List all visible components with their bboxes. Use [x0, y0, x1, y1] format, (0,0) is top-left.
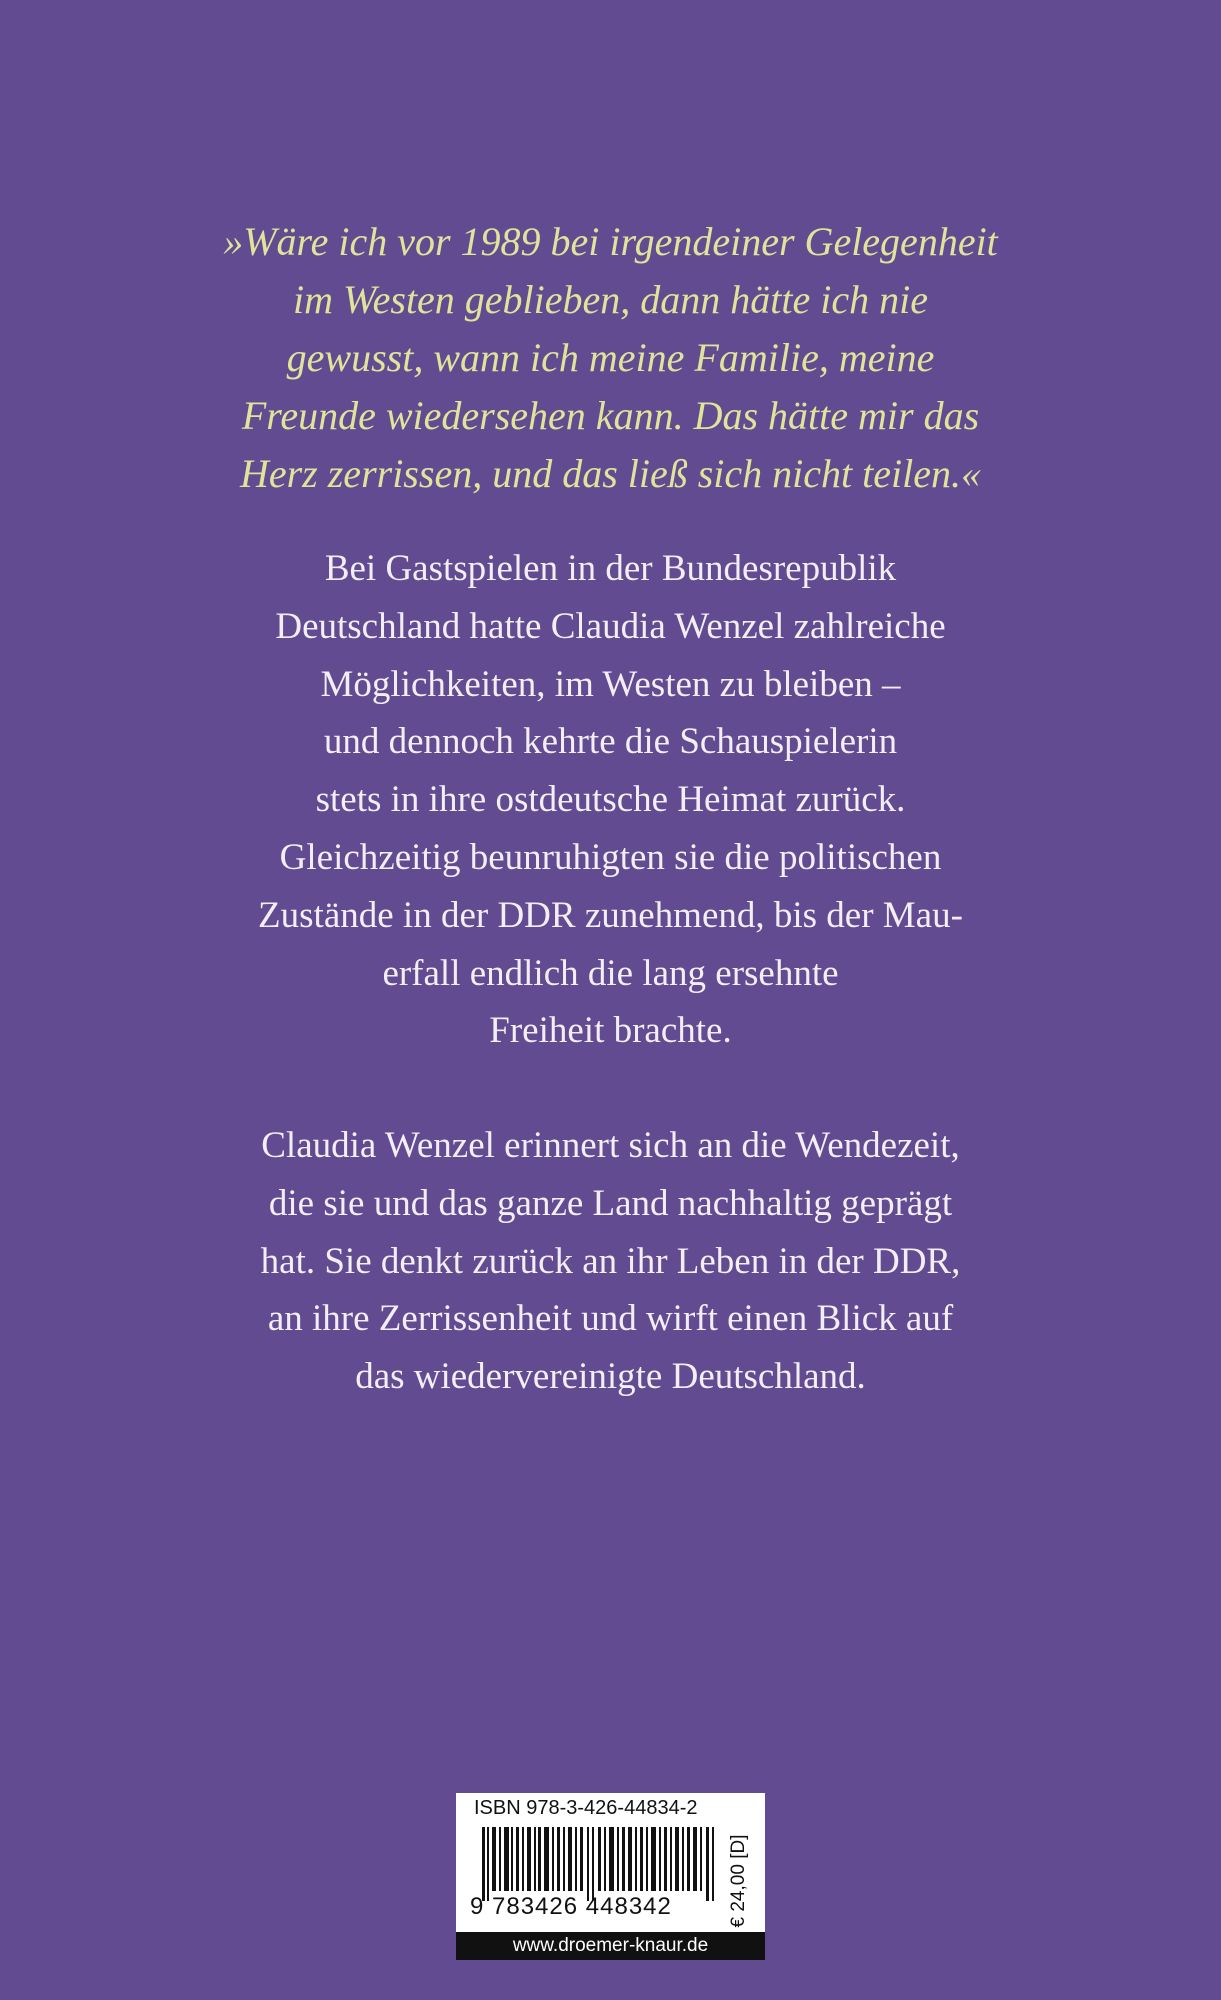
paragraph-line: und dennoch kehrte die Schauspielerin	[323, 721, 898, 763]
paragraph-line: das wiedervereinigte Deutschland.	[355, 1356, 866, 1398]
quote-line: »Wäre ich vor 1989 bei irgendeiner Gelegenheit	[223, 219, 998, 264]
paragraph-line: hat. Sie denkt zurück an ihr Leben in der DDR,	[260, 1240, 961, 1282]
paragraph-line: Claudia Wenzel erinnert sich an die Wendezeit,	[261, 1125, 960, 1166]
paragraph-line: die sie und das ganze Land nachhaltig geprägt	[268, 1182, 953, 1224]
paragraph-line: Zustände in der DDR zunehmend, bis der Mau-	[258, 894, 963, 936]
description-paragraph-1	[150, 540, 1071, 1060]
quote-line: im Westen geblieben, dann hätte ich nie	[292, 277, 929, 322]
price-label: € 24,00 [D]	[728, 1834, 749, 1928]
paragraph-line: Freiheit brachte.	[489, 1010, 732, 1052]
description-paragraph-2	[150, 1117, 1071, 1406]
isbn-label: ISBN 978-3-426-44834-2	[474, 1797, 698, 1819]
quote-line: gewusst, wann ich meine Familie, meine	[286, 335, 935, 380]
publisher-website: www.droemer-knaur.de	[456, 1932, 765, 1960]
barcode-digits: 9 783426 448342	[470, 1893, 672, 1920]
paragraph-line: erfall endlich die lang ersehnte	[382, 952, 839, 994]
blurb-quote	[150, 213, 1071, 503]
paragraph-line: Möglichkeiten, im Westen zu bleiben –	[320, 663, 901, 705]
paragraph-line: Bei Gastspielen in der Bundesrepublik	[324, 548, 897, 589]
paragraph-line: stets in ihre ostdeutsche Heimat zurück.	[315, 779, 906, 821]
barcode-icon	[480, 1827, 718, 1901]
isbn-barcode-box	[456, 1793, 765, 1960]
paragraph-line: Gleichzeitig beunruhigten sie die politischen	[279, 836, 942, 878]
quote-line: Freunde wiedersehen kann. Das hätte mir das	[241, 393, 980, 438]
quote-line: Herz zerrissen, und das ließ sich nicht teilen.«	[239, 451, 982, 496]
paragraph-line: an ihre Zerrissenheit und wirft einen Blick auf	[267, 1298, 954, 1340]
paragraph-line: Deutschland hatte Claudia Wenzel zahlreiche	[275, 605, 946, 647]
